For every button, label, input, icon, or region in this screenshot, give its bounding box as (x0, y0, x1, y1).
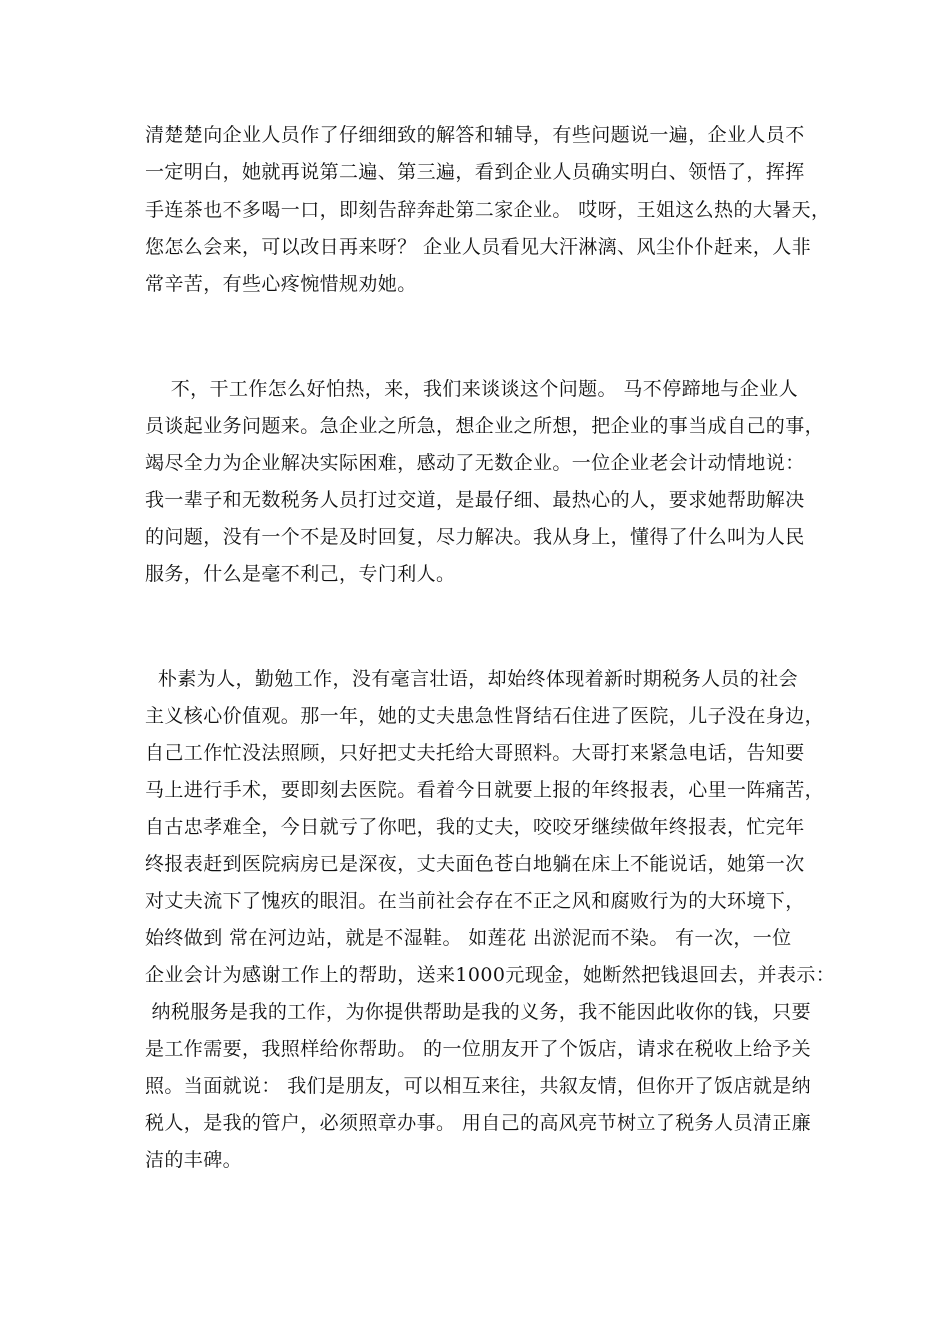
text-line: 照。当面就说： 我们是朋友，可以相互来往，共叙友情，但你开了饭店就是纳 (145, 1075, 812, 1097)
text-line: 自己工作忙没法照顾，只好把丈夫托给大哥照料。大哥打来紧急电话，告知要 (145, 742, 805, 764)
text-line: 手连茶也不多喝一口，即刻告辞奔赴第二家企业。 哎呀，王姐这么热的大暑天， (145, 199, 831, 221)
text-line: 终报表赶到医院病房已是深夜，丈夫面色苍白地躺在床上不能说话，她第一次 (145, 853, 805, 875)
text-line: 服务，什么是毫不利己，专门利人。 (145, 563, 456, 585)
text-line: 竭尽全力为企业解决实际困难，感动了无数企业。一位企业老会计动情地说： (145, 452, 805, 474)
text-line: 企业会计为感谢工作上的帮助，送来1000元现金，她断然把钱退回去，并表示： (145, 964, 836, 986)
text-line: 员谈起业务问题来。急企业之所急，想企业之所想，把企业的事当成自己的事， (145, 415, 825, 437)
text-line: 是工作需要，我照样给你帮助。 的一位朋友开了个饭店，请求在税收上给予关 (145, 1038, 812, 1060)
text-line: 马上进行手术，要即刻去医院。看着今日就要上报的年终报表，心里一阵痛苦， (145, 779, 825, 801)
text-line: 清楚楚向企业人员作了仔细细致的解答和辅导，有些问题说一遍，企业人员不 (145, 124, 805, 146)
text-line: 您怎么会来，可以改日再来呀？ 企业人员看见大汗淋漓、风尘仆仆赶来，人非 (145, 236, 812, 258)
text-line: 自古忠孝难全，今日就亏了你吧，我的丈夫，咬咬牙继续做年终报表，忙完年 (145, 816, 805, 838)
text-line: 不，干工作怎么好怕热，来，我们来谈谈这个问题。 马不停蹄地与企业人 (145, 378, 798, 400)
text-line: 的问题，没有一个不是及时回复，尽力解决。我从身上，懂得了什么叫为人民 (145, 526, 805, 548)
text-line: 一定明白，她就再说第二遍、第三遍，看到企业人员确实明白、领悟了，挥挥 (145, 161, 805, 183)
text-line: 洁的丰碑。 (145, 1149, 243, 1171)
text-line: 常辛苦，有些心疼惋惜规劝她。 (145, 273, 417, 295)
text-line: 朴素为人，勤勉工作，没有毫言壮语，却始终体现着新时期税务人员的社会 (145, 668, 799, 690)
text-line: 税人，是我的管户，必须照章办事。 用自己的高风亮节树立了税务人员清正廉 (145, 1112, 812, 1134)
text-line: 对丈夫流下了愧疚的眼泪。在当前社会存在不正之风和腐败行为的大环境下， (145, 890, 805, 912)
text-line: 主义核心价值观。那一年，她的丈夫患急性肾结石住进了医院，儿子没在身边， (145, 705, 825, 727)
text-line: 始终做到 常在河边站，就是不湿鞋。 如莲花 出淤泥而不染。 有一次，一位 (145, 927, 792, 949)
text-line: 纳税服务是我的工作，为你提供帮助是我的义务，我不能因此收你的钱，只要 (145, 1001, 812, 1023)
text-line: 我一辈子和无数税务人员打过交道，是最仔细、最热心的人，要求她帮助解决 (145, 489, 805, 511)
